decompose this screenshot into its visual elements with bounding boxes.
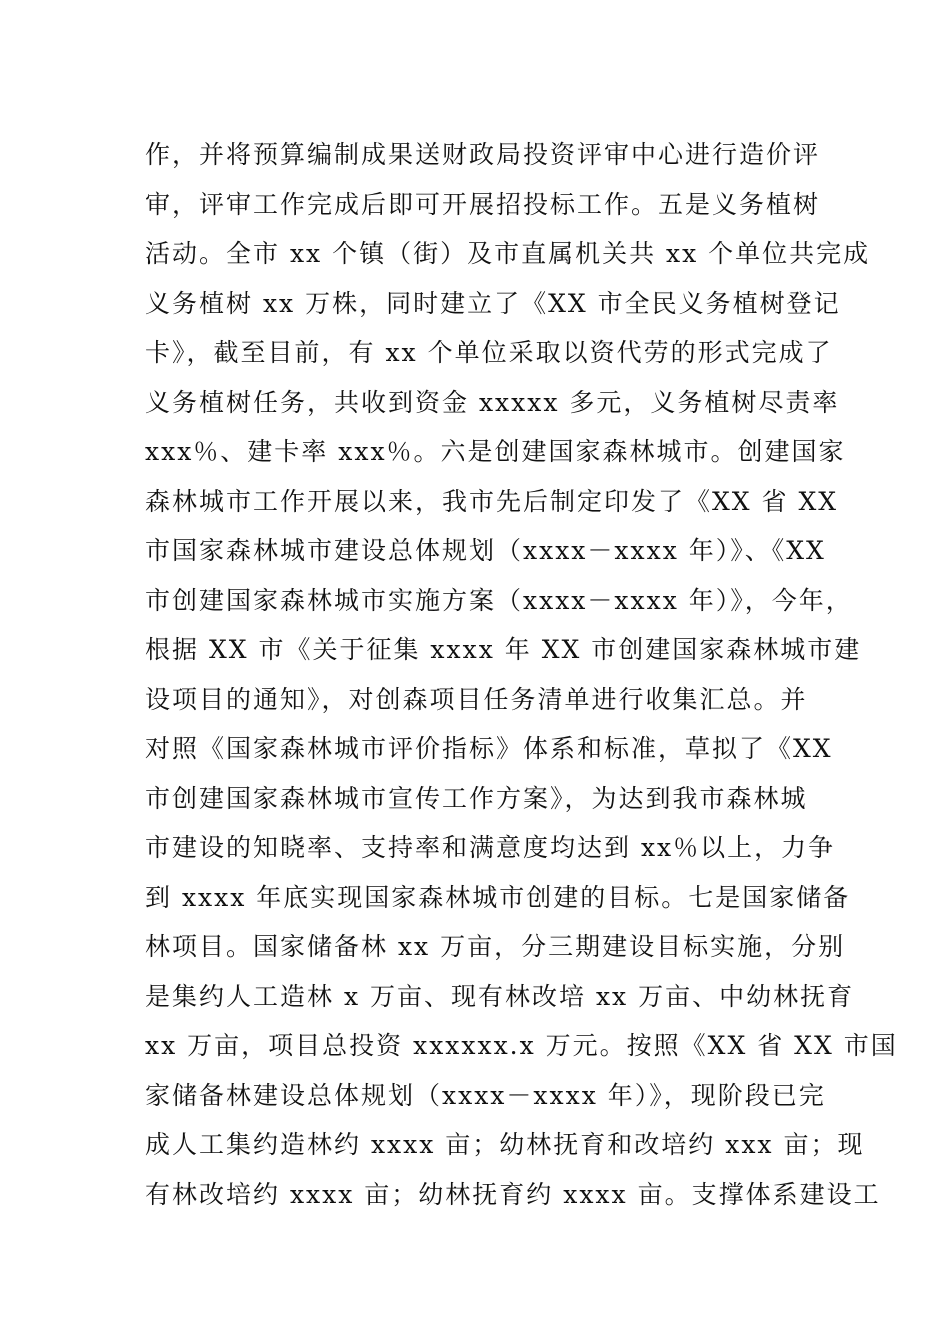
text-line: 成人工集约造林约 xxxx 亩；幼林抚育和改培约 xxx 亩；现 [145,1130,865,1159]
text-line: 义务植树 xx 万株，同时建立了《XX 市全民义务植树登记 [145,288,841,318]
text-line: 市创建国家森林城市实施方案（xxxx－xxxx 年）》，今年， [145,585,853,615]
text-line: 有林改培约 xxxx 亩；幼林抚育约 xxxx 亩。支撑体系建设工 [145,1179,881,1209]
text-line: 审，评审工作完成后即可开展招投标工作。五是义务植树 [145,189,821,219]
body-text [145,130,898,1219]
text-line: 作，并将预算编制成果送财政局投资评审中心进行造价评 [145,140,821,169]
text-line: 卡》，截至目前，有 xx 个单位采取以资代劳的形式完成了 [145,338,833,367]
text-line: 活动。全市 xx 个镇（街）及市直属机关共 xx 个单位共完成 [145,239,871,268]
text-line: 根据 XX 市《关于征集 xxxx 年 XX 市创建国家森林城市建 [145,635,862,664]
text-line: 到 xxxx 年底实现国家森林城市创建的目标。七是国家储备 [145,882,851,912]
text-line: 市国家森林城市建设总体规划（xxxx－xxxx 年）》、《XX [145,536,826,565]
text-line: 是集约人工造林 x 万亩、现有林改培 xx 万亩、中幼林抚育 [145,981,855,1011]
text-line: xxx％、建卡率 xxx％。六是创建国家森林城市。创建国家 [145,437,846,466]
text-line: 家储备林建设总体规划（xxxx－xxxx 年）》，现阶段已完 [145,1080,826,1110]
text-line: 义务植树任务，共收到资金 xxxxx 多元，义务植树尽责率 [145,387,840,417]
text-line: 市创建国家森林城市宣传工作方案》，为达到我市森林城 [145,783,808,813]
text-line: 林项目。国家储备林 xx 万亩，分三期建设目标实施，分别 [145,932,846,961]
text-line: 对照《国家森林城市评价指标》体系和标准，草拟了《XX [145,734,833,763]
text-line: 设项目的通知》，对创森项目任务清单进行收集汇总。并 [145,684,808,714]
text-line: xx 万亩，项目总投资 xxxxxx.x 万元。按照《XX 省 XX 市国 [145,1031,898,1060]
text-line: 市建设的知晓率、支持率和满意度均达到 xx％以上，力争 [145,833,836,862]
text-line: 森林城市工作开展以来，我市先后制定印发了《XX 省 XX [145,486,839,516]
